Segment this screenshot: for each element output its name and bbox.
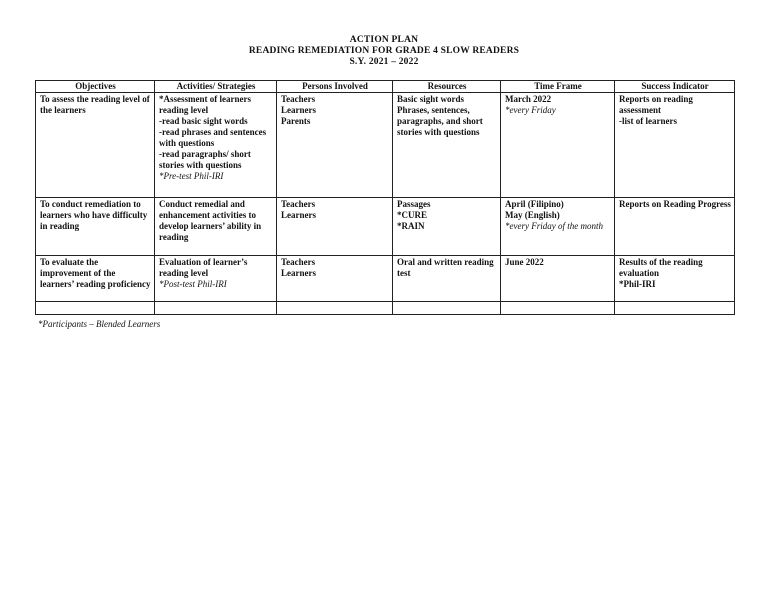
resources-cell: Passages *CURE *RAIN (393, 198, 501, 256)
table-row (36, 256, 735, 302)
time-frame-cell: April (Filipino) May (English) *every Friday of the month (501, 198, 615, 256)
indicator-cell: Results of the reading evaluation *Phil-IRI (615, 256, 735, 302)
time-frame-cell: March 2022 *every Friday (501, 93, 615, 198)
activities-cell: *Assessment of learners reading level -read basic sight words -read phrases and sentences with questions -read paragraphs/ short stories with questions *Pre-test Phil-IRI (155, 93, 277, 198)
table-row-empty (36, 302, 735, 315)
table-row (36, 93, 735, 198)
footnote: *Participants – Blended Learners (38, 319, 161, 329)
col-header-resources: Resources (393, 81, 501, 93)
col-header-persons: Persons Involved (277, 81, 393, 93)
doc-title: ACTION PLAN (349, 35, 419, 45)
time-frame-cell: June 2022 (501, 256, 615, 302)
doc-subtitle: READING REMEDIATION FOR GRADE 4 SLOW READERS (248, 46, 520, 56)
persons-cell: Teachers Learners (277, 256, 393, 302)
objective-cell: To assess the reading level of the learners (36, 93, 155, 198)
table-header-row (36, 81, 735, 93)
col-header-objectives: Objectives (36, 81, 155, 93)
resources-cell: Basic sight words Phrases, sentences, paragraphs, and short stories with questions (393, 93, 501, 198)
resources-cell: Oral and written reading test (393, 256, 501, 302)
col-header-time-frame: Time Frame (501, 81, 615, 93)
table-row (36, 198, 735, 256)
time-note: *every Friday (505, 105, 556, 115)
activities-cell: Evaluation of learner’s reading level *Post-test Phil-IRI (155, 256, 277, 302)
activities-note: *Post-test Phil-IRI (159, 279, 227, 289)
activities-note: *Pre-test Phil-IRI (159, 171, 224, 181)
indicator-cell: Reports on reading assessment -list of learners (615, 93, 735, 198)
document-header (0, 35, 768, 68)
persons-cell: Teachers Learners Parents (277, 93, 393, 198)
action-plan-table (35, 80, 735, 315)
col-header-activities: Activities/ Strategies (155, 81, 277, 93)
indicator-cell: Reports on Reading Progress (615, 198, 735, 256)
activities-cell: Conduct remedial and enhancement activities to develop learners’ ability in reading (155, 198, 277, 256)
time-note: *every Friday of the month (505, 221, 603, 231)
school-year: S.Y. 2021 – 2022 (349, 57, 419, 67)
objective-cell: To conduct remediation to learners who have difficulty in reading (36, 198, 155, 256)
persons-cell: Teachers Learners (277, 198, 393, 256)
objective-cell: To evaluate the improvement of the learners’ reading proficiency (36, 256, 155, 302)
col-header-success-indicator: Success Indicator (615, 81, 735, 93)
